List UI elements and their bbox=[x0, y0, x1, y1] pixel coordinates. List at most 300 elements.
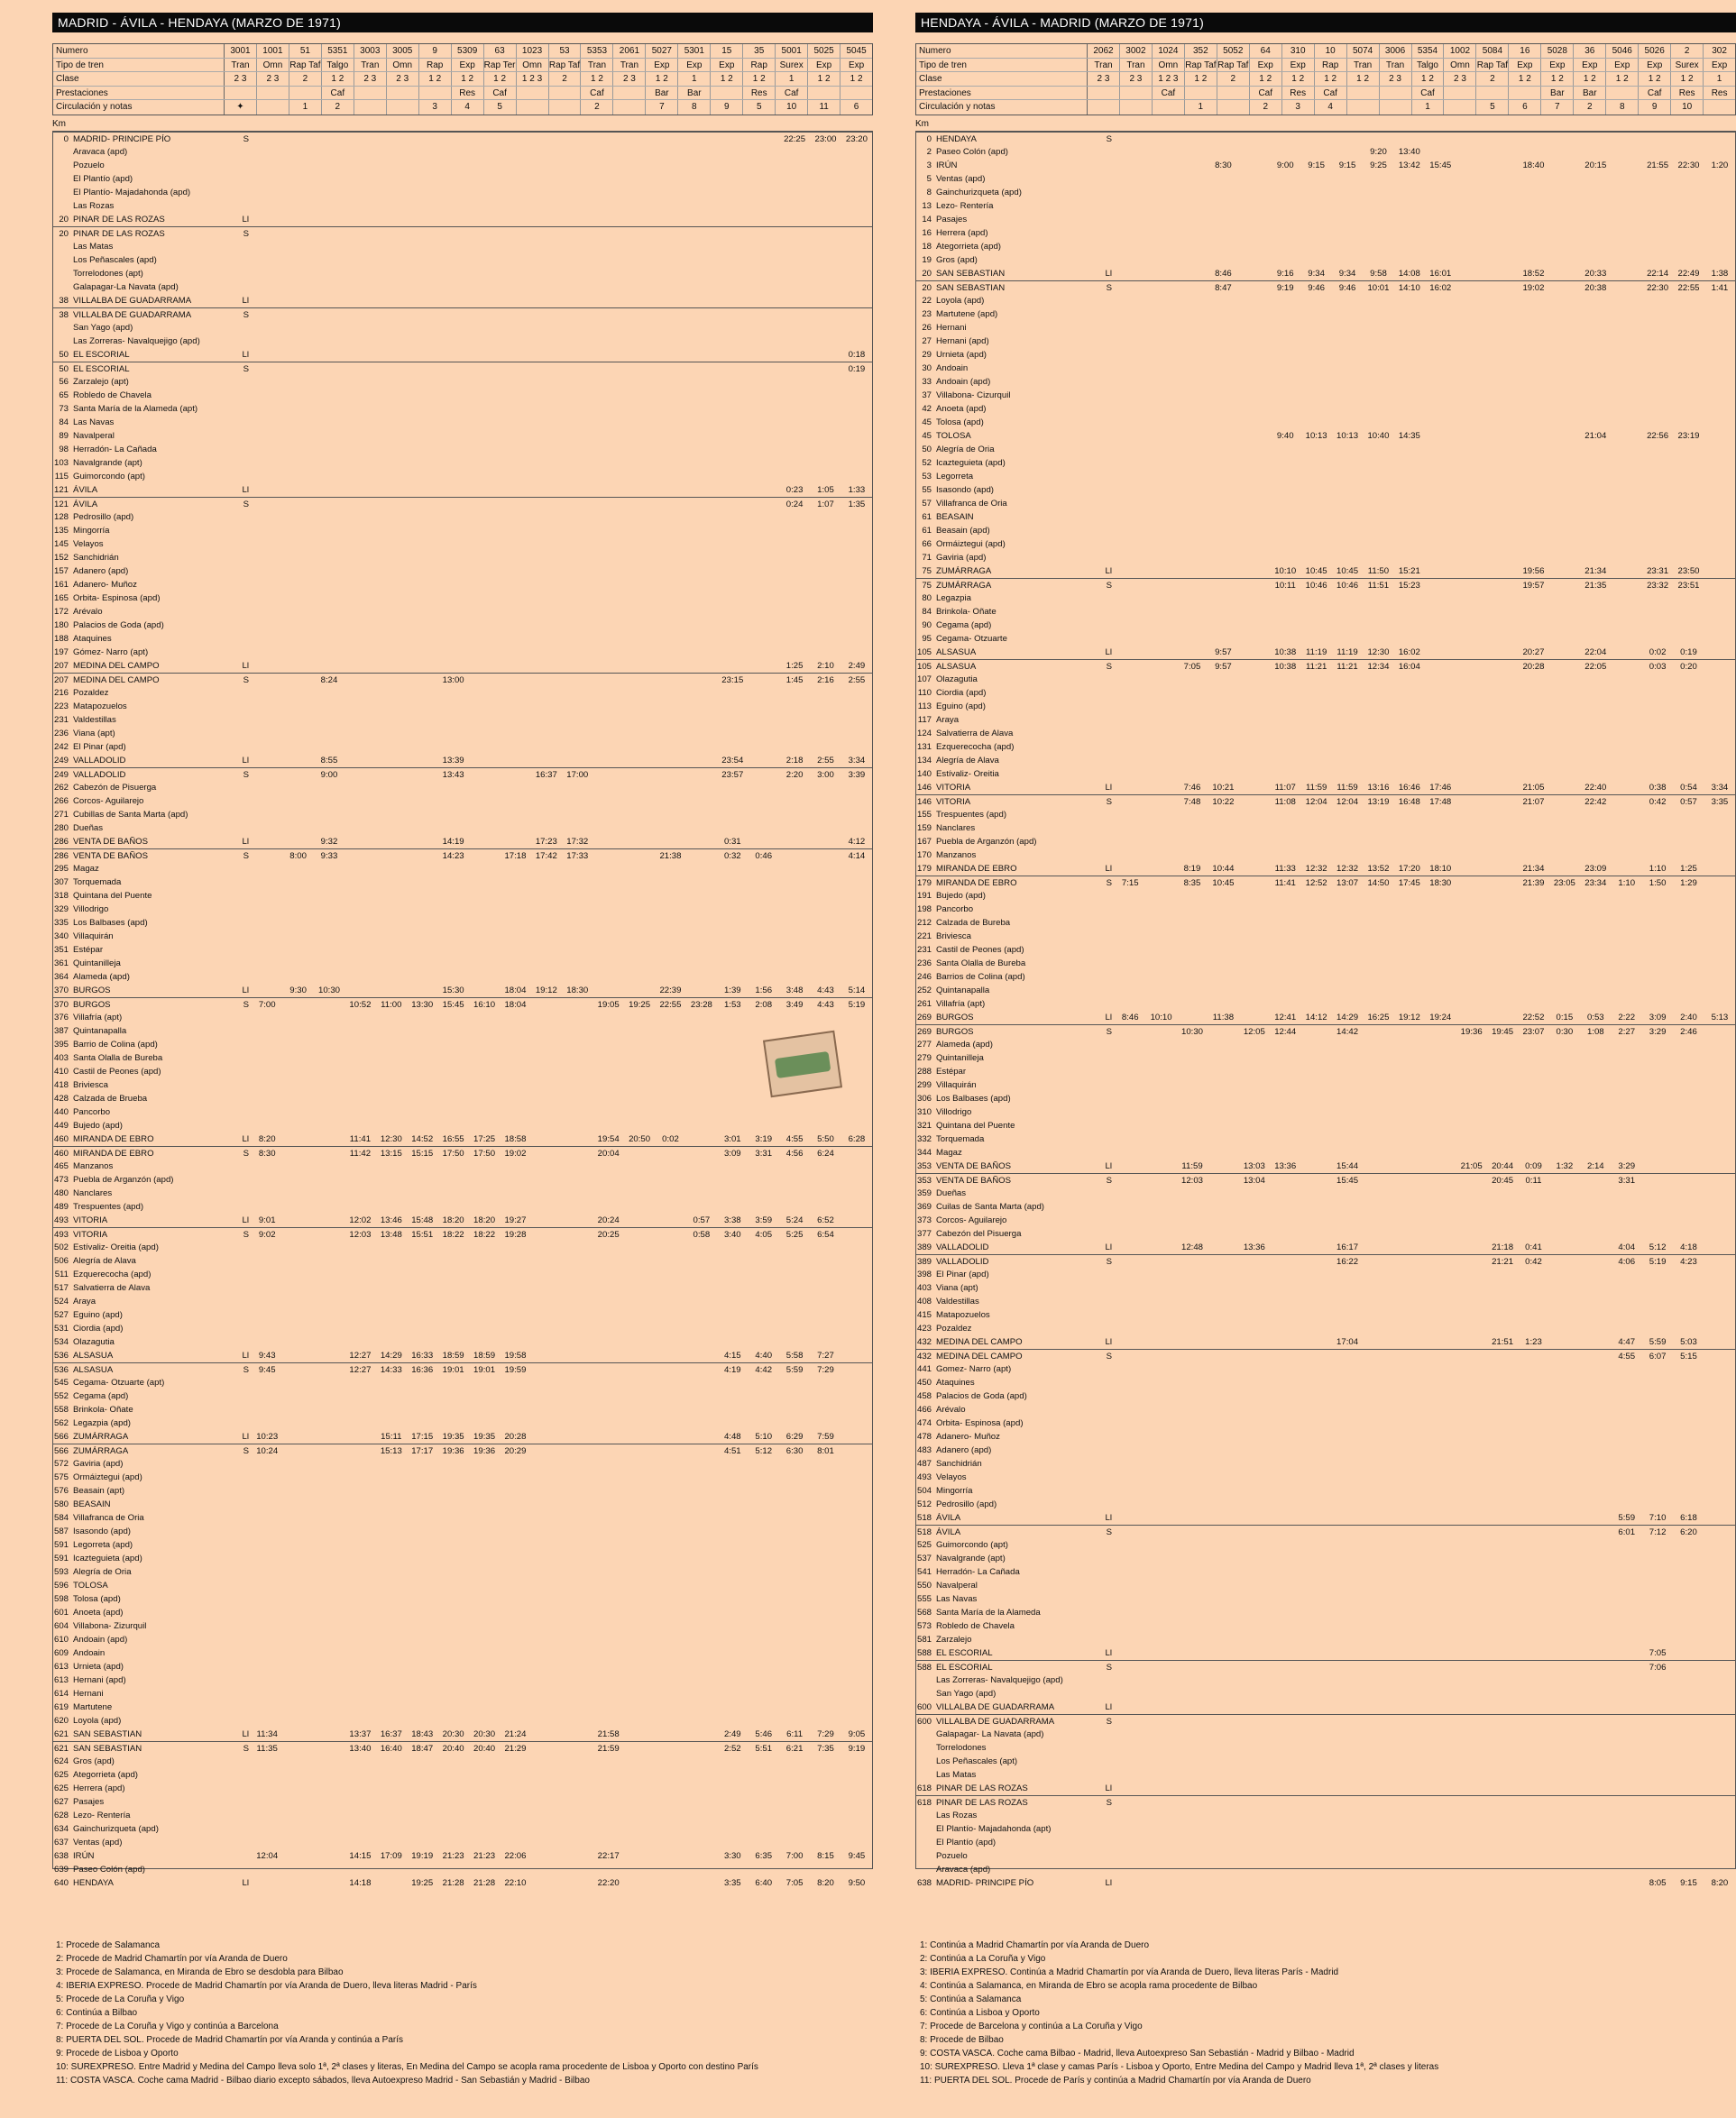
time-cell bbox=[624, 1024, 655, 1038]
time-cell bbox=[407, 1011, 437, 1024]
time-cell bbox=[779, 1160, 810, 1173]
time-cell bbox=[314, 1755, 344, 1768]
time-cell bbox=[1270, 226, 1300, 240]
header-cell: 3003 bbox=[354, 44, 387, 58]
time-cell bbox=[407, 1065, 437, 1078]
time-cell bbox=[500, 1065, 530, 1078]
time-cell bbox=[314, 1051, 344, 1065]
time-cell bbox=[686, 1768, 717, 1782]
arrive-depart-marker: Ll bbox=[242, 214, 249, 225]
time-cell: 21:05 bbox=[1522, 782, 1545, 793]
time-cell bbox=[1363, 240, 1393, 253]
time-cell bbox=[1145, 700, 1176, 713]
time-cell bbox=[624, 1579, 655, 1592]
station-row bbox=[916, 280, 1735, 294]
time-cell bbox=[592, 1430, 623, 1444]
time-cell bbox=[841, 1281, 872, 1295]
time-cell bbox=[437, 1538, 468, 1552]
time-cell bbox=[562, 429, 592, 443]
time-cell: 0:20 bbox=[1680, 661, 1697, 672]
arrive-depart-marker: S bbox=[243, 674, 249, 685]
time-cell bbox=[1270, 213, 1300, 226]
km-value: 395 bbox=[53, 1039, 69, 1050]
km-value: 95 bbox=[922, 633, 932, 644]
time-cell bbox=[376, 470, 407, 483]
time-cell bbox=[779, 1105, 810, 1119]
time-cell bbox=[655, 659, 685, 673]
time-cell bbox=[282, 416, 313, 429]
time-cell bbox=[686, 659, 717, 673]
time-cell bbox=[562, 294, 592, 307]
time-cell bbox=[500, 1795, 530, 1809]
time-cell bbox=[282, 213, 313, 226]
time-cell bbox=[1673, 253, 1704, 267]
header-cell: 3005 bbox=[387, 44, 419, 58]
time-cell: 5:14 bbox=[848, 985, 866, 995]
time-cell bbox=[841, 375, 872, 389]
time-cell bbox=[252, 1376, 282, 1389]
time-cell bbox=[1145, 660, 1176, 673]
time-cell bbox=[1177, 172, 1208, 186]
time-cell bbox=[376, 876, 407, 889]
km-value: 527 bbox=[53, 1309, 69, 1320]
time-cell bbox=[437, 240, 468, 253]
time-cell bbox=[531, 524, 562, 537]
time-cell bbox=[1145, 510, 1176, 524]
time-cell bbox=[531, 1119, 562, 1132]
time-cell bbox=[1487, 456, 1518, 470]
time-cell bbox=[314, 605, 344, 619]
time-cell bbox=[376, 1457, 407, 1471]
time-cell bbox=[592, 429, 623, 443]
time-cell: 10:38 bbox=[1274, 661, 1297, 672]
time-cell bbox=[500, 1241, 530, 1254]
time-cell bbox=[624, 1363, 655, 1376]
time-cell bbox=[282, 308, 313, 321]
time-cell: 9:15 bbox=[1338, 160, 1356, 170]
time-cell bbox=[1487, 835, 1518, 848]
time-cell bbox=[1115, 713, 1145, 727]
time-cell bbox=[1549, 335, 1580, 348]
time-cell bbox=[686, 348, 717, 362]
time-cell bbox=[1300, 740, 1331, 754]
time-cell bbox=[1580, 619, 1611, 632]
time-cell bbox=[314, 713, 344, 727]
time-cell bbox=[1580, 362, 1611, 375]
station-row bbox=[916, 470, 1735, 483]
station-row bbox=[53, 957, 872, 970]
time-cell bbox=[376, 456, 407, 470]
time-cell bbox=[841, 1755, 872, 1768]
header-cell: Exp bbox=[1606, 59, 1639, 72]
station-name: Estívaliz- Oreitia bbox=[936, 768, 999, 779]
time-cell bbox=[252, 1389, 282, 1403]
time-cell bbox=[717, 808, 748, 821]
station-name: MADRID- PRINCIPE PÍO bbox=[73, 133, 171, 144]
time-cell bbox=[655, 227, 685, 240]
time-cell bbox=[779, 1579, 810, 1592]
time-cell: 19:12 bbox=[535, 985, 557, 995]
time-cell bbox=[1177, 727, 1208, 740]
km-value: 140 bbox=[916, 768, 932, 779]
station-name: Cegama (apd) bbox=[73, 1390, 129, 1401]
header-cell: 1 2 bbox=[322, 72, 354, 86]
time-cell bbox=[282, 821, 313, 835]
time-cell bbox=[717, 564, 748, 578]
time-cell bbox=[314, 889, 344, 903]
time-cell bbox=[1363, 713, 1393, 727]
station-name: MIRANDA DE EBRO bbox=[936, 863, 1017, 874]
time-cell bbox=[500, 1606, 530, 1619]
time-cell: 0:19 bbox=[1680, 646, 1697, 657]
time-cell bbox=[749, 1809, 779, 1822]
station-row bbox=[53, 1538, 872, 1552]
time-cell bbox=[1549, 483, 1580, 497]
station-name: HENDAYA bbox=[936, 133, 977, 144]
time-cell bbox=[282, 1038, 313, 1051]
time-cell bbox=[376, 591, 407, 605]
time-cell bbox=[1177, 943, 1208, 957]
time-cell bbox=[282, 1646, 313, 1660]
station-row bbox=[53, 1701, 872, 1714]
arrive-depart-marker bbox=[234, 1660, 252, 1673]
time-cell bbox=[810, 835, 840, 848]
time-cell bbox=[686, 1132, 717, 1146]
time-cell bbox=[1145, 159, 1176, 172]
arrive-depart-marker bbox=[234, 1768, 252, 1782]
time-cell bbox=[562, 375, 592, 389]
time-cell bbox=[1239, 564, 1270, 578]
time-cell bbox=[282, 1687, 313, 1701]
time-cell bbox=[717, 335, 748, 348]
time-cell bbox=[1612, 740, 1642, 754]
time-cell bbox=[1580, 727, 1611, 740]
station-name: SAN SEBASTIAN bbox=[936, 282, 1006, 293]
km-value: 517 bbox=[53, 1282, 69, 1293]
time-cell bbox=[686, 483, 717, 497]
header-label: Prestaciones bbox=[916, 87, 1088, 100]
time-cell bbox=[407, 1822, 437, 1836]
time-cells bbox=[1115, 727, 1735, 740]
km-value: 249 bbox=[53, 755, 69, 766]
station-name: Puebla de Arganzón (apd) bbox=[936, 836, 1037, 847]
time-cell bbox=[1456, 835, 1486, 848]
time-cell bbox=[314, 1403, 344, 1417]
time-cell bbox=[841, 551, 872, 564]
station-row bbox=[53, 646, 872, 659]
time-cell bbox=[407, 429, 437, 443]
time-cell bbox=[1612, 267, 1642, 280]
time-cell bbox=[779, 443, 810, 456]
time-cell bbox=[531, 1389, 562, 1403]
time-cell bbox=[1456, 307, 1486, 321]
time-cell bbox=[717, 1836, 748, 1849]
time-cell bbox=[1456, 700, 1486, 713]
station-name: MIRANDA DE EBRO bbox=[73, 1148, 154, 1159]
time-cell bbox=[1518, 362, 1548, 375]
header-cell: Exp bbox=[646, 59, 678, 72]
time-cell bbox=[592, 335, 623, 348]
time-cell bbox=[1549, 524, 1580, 537]
time-cell bbox=[624, 1782, 655, 1795]
time-cell bbox=[500, 564, 530, 578]
time-cell bbox=[779, 1633, 810, 1646]
time-cell bbox=[500, 781, 530, 794]
time-cell bbox=[1425, 321, 1456, 335]
time-cell bbox=[1580, 821, 1611, 835]
station-name: BURGOS bbox=[73, 999, 111, 1010]
time-cell bbox=[717, 145, 748, 159]
header-cell: Tran bbox=[1347, 59, 1380, 72]
time-cell bbox=[344, 402, 375, 416]
station-row bbox=[53, 1011, 872, 1024]
time-cell bbox=[562, 1349, 592, 1362]
time-cell bbox=[314, 186, 344, 199]
time-cell bbox=[531, 700, 562, 713]
time-cell bbox=[562, 998, 592, 1011]
header-cell: 7 bbox=[646, 100, 678, 115]
time-cell bbox=[717, 537, 748, 551]
time-cell bbox=[531, 280, 562, 294]
time-cell bbox=[749, 186, 779, 199]
time-cell bbox=[314, 1065, 344, 1078]
time-cell bbox=[779, 1755, 810, 1768]
time-cell: 9:57 bbox=[1215, 646, 1232, 657]
time-cell bbox=[469, 172, 500, 186]
time-cell bbox=[779, 1538, 810, 1552]
time-cell bbox=[562, 280, 592, 294]
time-cell bbox=[1177, 375, 1208, 389]
time-cell bbox=[252, 1268, 282, 1281]
time-cell bbox=[252, 1173, 282, 1187]
time-cell bbox=[1177, 240, 1208, 253]
time-cell bbox=[407, 321, 437, 335]
time-cell bbox=[1270, 767, 1300, 781]
time-cell bbox=[314, 1552, 344, 1565]
time-cell bbox=[717, 1160, 748, 1173]
station-name: Olazagutia bbox=[936, 674, 978, 684]
time-cell bbox=[469, 1051, 500, 1065]
header-cell: Caf bbox=[1412, 87, 1445, 100]
time-cells bbox=[252, 605, 872, 619]
time-cell bbox=[531, 510, 562, 524]
time-cell bbox=[1549, 646, 1580, 659]
time-cell bbox=[1394, 632, 1425, 646]
time-cell bbox=[592, 984, 623, 997]
time-cell bbox=[252, 727, 282, 740]
station-row bbox=[53, 348, 872, 362]
time-cell bbox=[686, 1742, 717, 1755]
time-cells bbox=[1115, 591, 1735, 605]
arrive-depart-marker: S bbox=[243, 133, 249, 144]
header-cell bbox=[1217, 100, 1250, 115]
arrive-depart-marker bbox=[234, 456, 252, 470]
time-cell bbox=[314, 1782, 344, 1795]
time-cell bbox=[344, 1863, 375, 1876]
station-name: Adanero (apd) bbox=[73, 565, 129, 576]
time-cell bbox=[437, 1768, 468, 1782]
time-cell bbox=[376, 483, 407, 497]
time-cell bbox=[531, 537, 562, 551]
station-row bbox=[53, 1376, 872, 1389]
header-cell: 2 3 bbox=[1120, 72, 1153, 86]
time-cell bbox=[1270, 537, 1300, 551]
time-cell bbox=[624, 646, 655, 659]
time-cell bbox=[437, 429, 468, 443]
time-cell bbox=[717, 429, 748, 443]
time-cell: 0:31 bbox=[723, 836, 741, 847]
time-cell bbox=[749, 456, 779, 470]
time-cell bbox=[252, 1606, 282, 1619]
time-cell bbox=[531, 646, 562, 659]
km-value: 198 bbox=[916, 903, 932, 914]
time-cell bbox=[1704, 362, 1735, 375]
time-cell bbox=[376, 835, 407, 848]
time-cell bbox=[592, 1768, 623, 1782]
time-cell bbox=[1518, 619, 1548, 632]
station-name: VENTA DE BAÑOS bbox=[73, 836, 148, 847]
time-cell bbox=[686, 456, 717, 470]
time-cell bbox=[1332, 848, 1363, 862]
time-cell bbox=[1704, 673, 1735, 686]
time-cell: 11:00 bbox=[381, 999, 402, 1010]
time-cell bbox=[531, 1228, 562, 1241]
time-cell bbox=[749, 1863, 779, 1876]
time-cell: 20:28 bbox=[1522, 661, 1545, 672]
km-value: 179 bbox=[916, 863, 932, 874]
time-cell bbox=[1363, 889, 1393, 903]
header-cell: 15 bbox=[711, 44, 743, 58]
time-cell bbox=[1270, 848, 1300, 862]
time-cell bbox=[1115, 551, 1145, 564]
time-cell bbox=[469, 1579, 500, 1592]
arrive-depart-marker bbox=[1097, 754, 1115, 767]
time-cell bbox=[531, 727, 562, 740]
time-cell bbox=[686, 1822, 717, 1836]
time-cell bbox=[717, 1782, 748, 1795]
time-cell bbox=[282, 1200, 313, 1214]
time-cell bbox=[686, 835, 717, 848]
time-cell bbox=[531, 1836, 562, 1849]
time-cell bbox=[810, 294, 840, 307]
time-cell bbox=[1642, 133, 1673, 145]
arrive-depart-marker bbox=[234, 862, 252, 876]
time-cell bbox=[655, 1728, 685, 1741]
time-cell bbox=[749, 740, 779, 754]
time-cell bbox=[779, 159, 810, 172]
time-cell: 4:12 bbox=[848, 836, 866, 847]
arrive-depart-marker bbox=[234, 970, 252, 984]
time-cells bbox=[1115, 389, 1735, 402]
time-cell bbox=[1612, 497, 1642, 510]
time-cell bbox=[1145, 240, 1176, 253]
time-cell bbox=[686, 1646, 717, 1660]
time-cell bbox=[749, 1592, 779, 1606]
time-cell bbox=[376, 1281, 407, 1295]
time-cell bbox=[624, 1430, 655, 1444]
time-cells bbox=[1115, 835, 1735, 848]
time-cell bbox=[1300, 456, 1331, 470]
time-cell bbox=[314, 280, 344, 294]
time-cell bbox=[500, 416, 530, 429]
time-cell bbox=[749, 470, 779, 483]
km-value: 105 bbox=[916, 646, 932, 657]
time-cell bbox=[407, 754, 437, 767]
time-cells bbox=[252, 916, 872, 930]
time-cell bbox=[717, 727, 748, 740]
km-value: 619 bbox=[53, 1701, 69, 1712]
time-cell bbox=[1456, 348, 1486, 362]
time-cell bbox=[1239, 754, 1270, 767]
time-cell bbox=[1673, 213, 1704, 226]
time-cell bbox=[1394, 375, 1425, 389]
time-cell bbox=[1145, 943, 1176, 957]
time-cell bbox=[314, 619, 344, 632]
time-cell bbox=[437, 335, 468, 348]
time-cell bbox=[562, 498, 592, 510]
time-cell bbox=[1673, 470, 1704, 483]
time-cell bbox=[749, 1701, 779, 1714]
time-cell bbox=[314, 1335, 344, 1349]
time-cell bbox=[469, 1660, 500, 1673]
header-cell: 2 3 bbox=[257, 72, 289, 86]
time-cell bbox=[1239, 348, 1270, 362]
time-cell bbox=[841, 1105, 872, 1119]
time-cell bbox=[624, 564, 655, 578]
time-cell bbox=[1332, 510, 1363, 524]
time-cell bbox=[1425, 524, 1456, 537]
station-name: Sanchidrián bbox=[73, 552, 119, 563]
time-cell bbox=[469, 754, 500, 767]
time-cell bbox=[407, 1768, 437, 1782]
time-cells bbox=[252, 862, 872, 876]
arrive-depart-marker bbox=[1097, 429, 1115, 443]
time-cell bbox=[841, 1619, 872, 1633]
time-cell: 0:02 bbox=[662, 1133, 679, 1144]
time-cell bbox=[376, 1646, 407, 1660]
time-cell bbox=[810, 605, 840, 619]
time-cell bbox=[562, 1038, 592, 1051]
km-value: 19 bbox=[922, 254, 932, 265]
time-cell bbox=[531, 1105, 562, 1119]
time-cell: 11:33 bbox=[1274, 863, 1296, 874]
time-cell bbox=[592, 1687, 623, 1701]
time-cell bbox=[717, 1687, 748, 1701]
time-cell bbox=[1177, 632, 1208, 646]
km-value: 531 bbox=[53, 1323, 69, 1334]
time-cell bbox=[810, 1160, 840, 1173]
header-cell: Caf bbox=[1250, 87, 1282, 100]
time-cell bbox=[1270, 686, 1300, 700]
header-cell: Caf bbox=[1639, 87, 1671, 100]
header-cell: 5045 bbox=[846, 46, 867, 56]
time-cell bbox=[1332, 226, 1363, 240]
header-cell: 7 bbox=[1541, 100, 1574, 115]
time-cell bbox=[1642, 673, 1673, 686]
time-cell bbox=[1612, 537, 1642, 551]
time-cell bbox=[749, 1403, 779, 1417]
time-cell bbox=[717, 1809, 748, 1822]
time-cell bbox=[376, 1822, 407, 1836]
time-cell bbox=[469, 591, 500, 605]
time-cell bbox=[624, 172, 655, 186]
time-cell bbox=[686, 1836, 717, 1849]
time-cell bbox=[1115, 281, 1145, 294]
time-cell bbox=[1115, 240, 1145, 253]
time-cells bbox=[252, 348, 872, 362]
time-cell bbox=[407, 930, 437, 943]
header-cell: Omn bbox=[1153, 59, 1185, 72]
